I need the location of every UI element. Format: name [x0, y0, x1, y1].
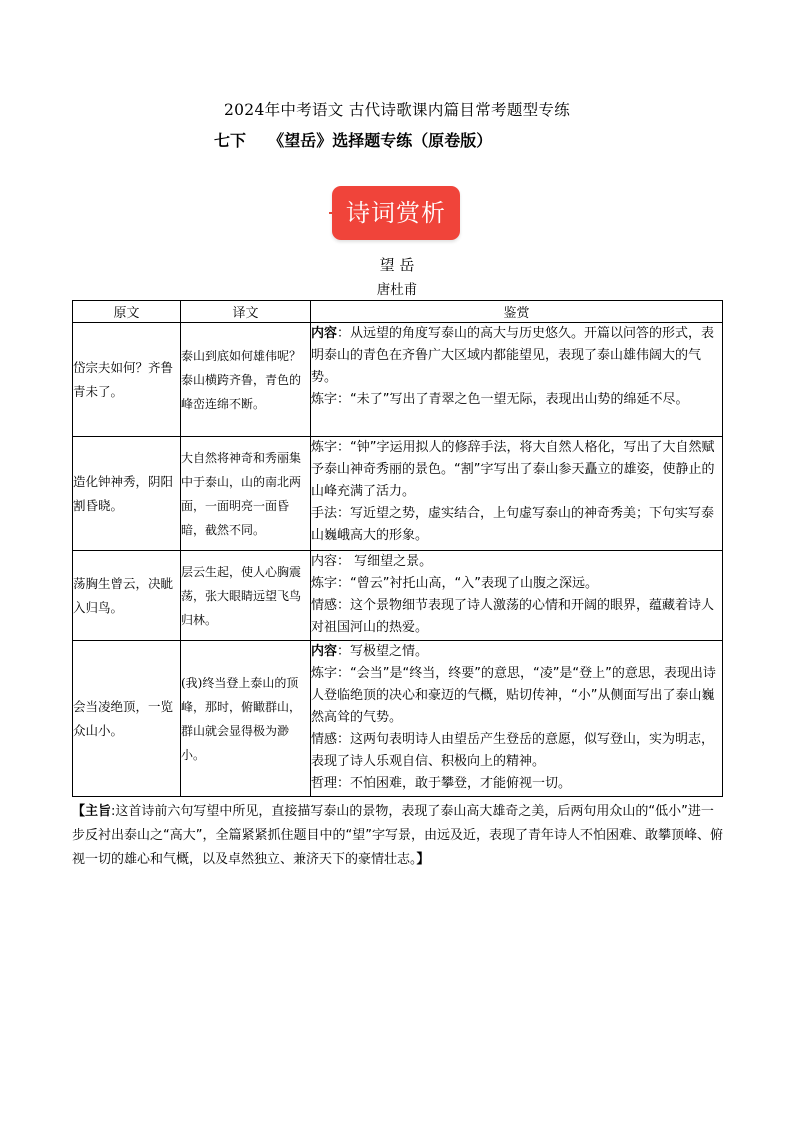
appreciation-line	[311, 323, 722, 389]
appreciation-line	[311, 729, 722, 773]
appreciation-line	[311, 773, 722, 795]
appreciation-cell	[311, 641, 723, 797]
table-row	[73, 641, 723, 797]
appreciation-cell	[311, 437, 723, 551]
appreciation-label: 哲理	[311, 776, 338, 791]
table-row	[73, 437, 723, 551]
appreciation-label: 炼字	[311, 440, 338, 455]
appreciation-label: 情感	[311, 598, 338, 613]
original-text: 会当凌绝顶，一览众山小。	[73, 641, 181, 797]
appreciation-text: ： 写细望之景。	[337, 554, 433, 569]
appreciation-text: ：这个景物细节表现了诗人激荡的心情和开阔的眼界，蕴藏着诗人对祖国河山的热爱。	[311, 598, 715, 635]
appreciation-line	[311, 573, 722, 595]
translation-text: (我)终当登上泰山的顶峰，那时，俯瞰群山，群山就会显得极为渺小。	[181, 641, 311, 797]
header-yiwen: 译文	[181, 301, 311, 323]
header-yuanwen: 原文	[73, 301, 181, 323]
translation-text: 层云生起，使人心胸震荡，张大眼睛远望飞鸟归林。	[181, 551, 311, 641]
original-text: 造化钟神秀，阴阳割昏晓。	[73, 437, 181, 551]
table-header-row	[73, 301, 723, 323]
appreciation-label: 炼字	[311, 392, 338, 407]
appreciation-line	[311, 641, 722, 663]
poem-author: 唐杜甫	[376, 282, 418, 298]
appreciation-text: ：“会当”是“终当，终要”的意思，“凌”是“登上”的意思，表现出诗人登临绝顶的决心和豪迈的气概，贴切传神，“小”从侧面写出了泰山巍然高耸的气势。	[311, 666, 716, 725]
section-badge-label: 诗词赏析	[332, 186, 460, 240]
original-text: 荡胸生曾云，决眦入归鸟。	[73, 551, 181, 641]
appreciation-text: ：这两句表明诗人由望岳产生登岳的意愿，似写登山，实为明志，表现了诗人乐观自信、积极向上的精神。	[311, 732, 715, 769]
appreciation-line	[311, 437, 722, 503]
appreciation-line	[311, 663, 722, 729]
appreciation-text: ：写极望之情。	[337, 644, 429, 659]
header-jianshang: 鉴赏	[311, 301, 723, 323]
summary-text: :这首诗前六句写望中所见，直接描写泰山的景物，表现了泰山高大雄奇之美，后两句用众山的“低小”进一步反衬出泰山之“高大”，全篇紧紧抓住题目中的“望”字写景，由远及近，表现了青年诗人不怕困难、敢攀顶峰、俯视一切的雄心和气概，以及卓然独立、兼济天下的豪情壮志。	[72, 804, 723, 867]
appreciation-label: 手法	[311, 506, 338, 521]
translation-text: 大自然将神奇和秀丽集中于泰山，山的南北两面，一面明亮一面昏暗，截然不同。	[181, 437, 311, 551]
document-title: 2024年中考语文 古代诗歌课内篇目常考题型专练	[223, 101, 571, 119]
appreciation-cell	[311, 551, 723, 641]
document-subtitle: 七下 《望岳》选择题专练（原卷版）	[214, 131, 493, 150]
appreciation-text: ：不怕困难，敢于攀登，才能俯视一切。	[337, 776, 572, 791]
appreciation-line	[311, 503, 722, 547]
theme-summary	[72, 800, 724, 872]
appreciation-text: ：“未了”写出了青翠之色一望无际，表现出山势的绵延不尽。	[337, 392, 689, 407]
appreciation-label: 内容	[311, 326, 338, 341]
summary-close: 】	[416, 852, 430, 867]
appreciation-text: ：“曾云”衬托山高，“入”表现了山腹之深远。	[337, 576, 598, 591]
appreciation-label: 炼字	[311, 576, 338, 591]
appreciation-label: 炼字	[311, 666, 338, 681]
appreciation-label: 情感	[311, 732, 338, 747]
appreciation-cell	[311, 323, 723, 437]
poem-title: 望 岳	[379, 256, 415, 274]
analysis-table	[72, 300, 723, 797]
appreciation-line	[311, 595, 722, 639]
appreciation-text: ：写近望之势，虚实结合，上句虚写泰山的神奇秀美；下句实写泰山巍峨高大的形象。	[311, 506, 715, 543]
table-row	[73, 551, 723, 641]
appreciation-label: 内容	[311, 554, 338, 569]
original-text: 岱宗夫如何？齐鲁青未了。	[73, 323, 181, 437]
table-row	[73, 323, 723, 437]
summary-open: 【主旨	[72, 804, 112, 819]
translation-text: 泰山到底如何雄伟呢？泰山横跨齐鲁，青色的峰峦连绵不断。	[181, 323, 311, 437]
appreciation-line	[311, 389, 722, 411]
appreciation-text: ：从远望的角度写泰山的高大与历史悠久。开篇以问答的形式，表明泰山的青色在齐鲁广大区域内都能望见，表现了泰山雄伟阔大的气势。	[311, 326, 715, 385]
appreciation-text: ：“钟”字运用拟人的修辞手法，将大自然人格化，写出了大自然赋予泰山神奇秀丽的景色。“割”字写出了泰山参天矗立的雄姿，使静止的山峰充满了活力。	[311, 440, 715, 499]
appreciation-line	[311, 551, 722, 573]
appreciation-label: 内容	[311, 644, 338, 659]
section-badge	[332, 186, 460, 240]
